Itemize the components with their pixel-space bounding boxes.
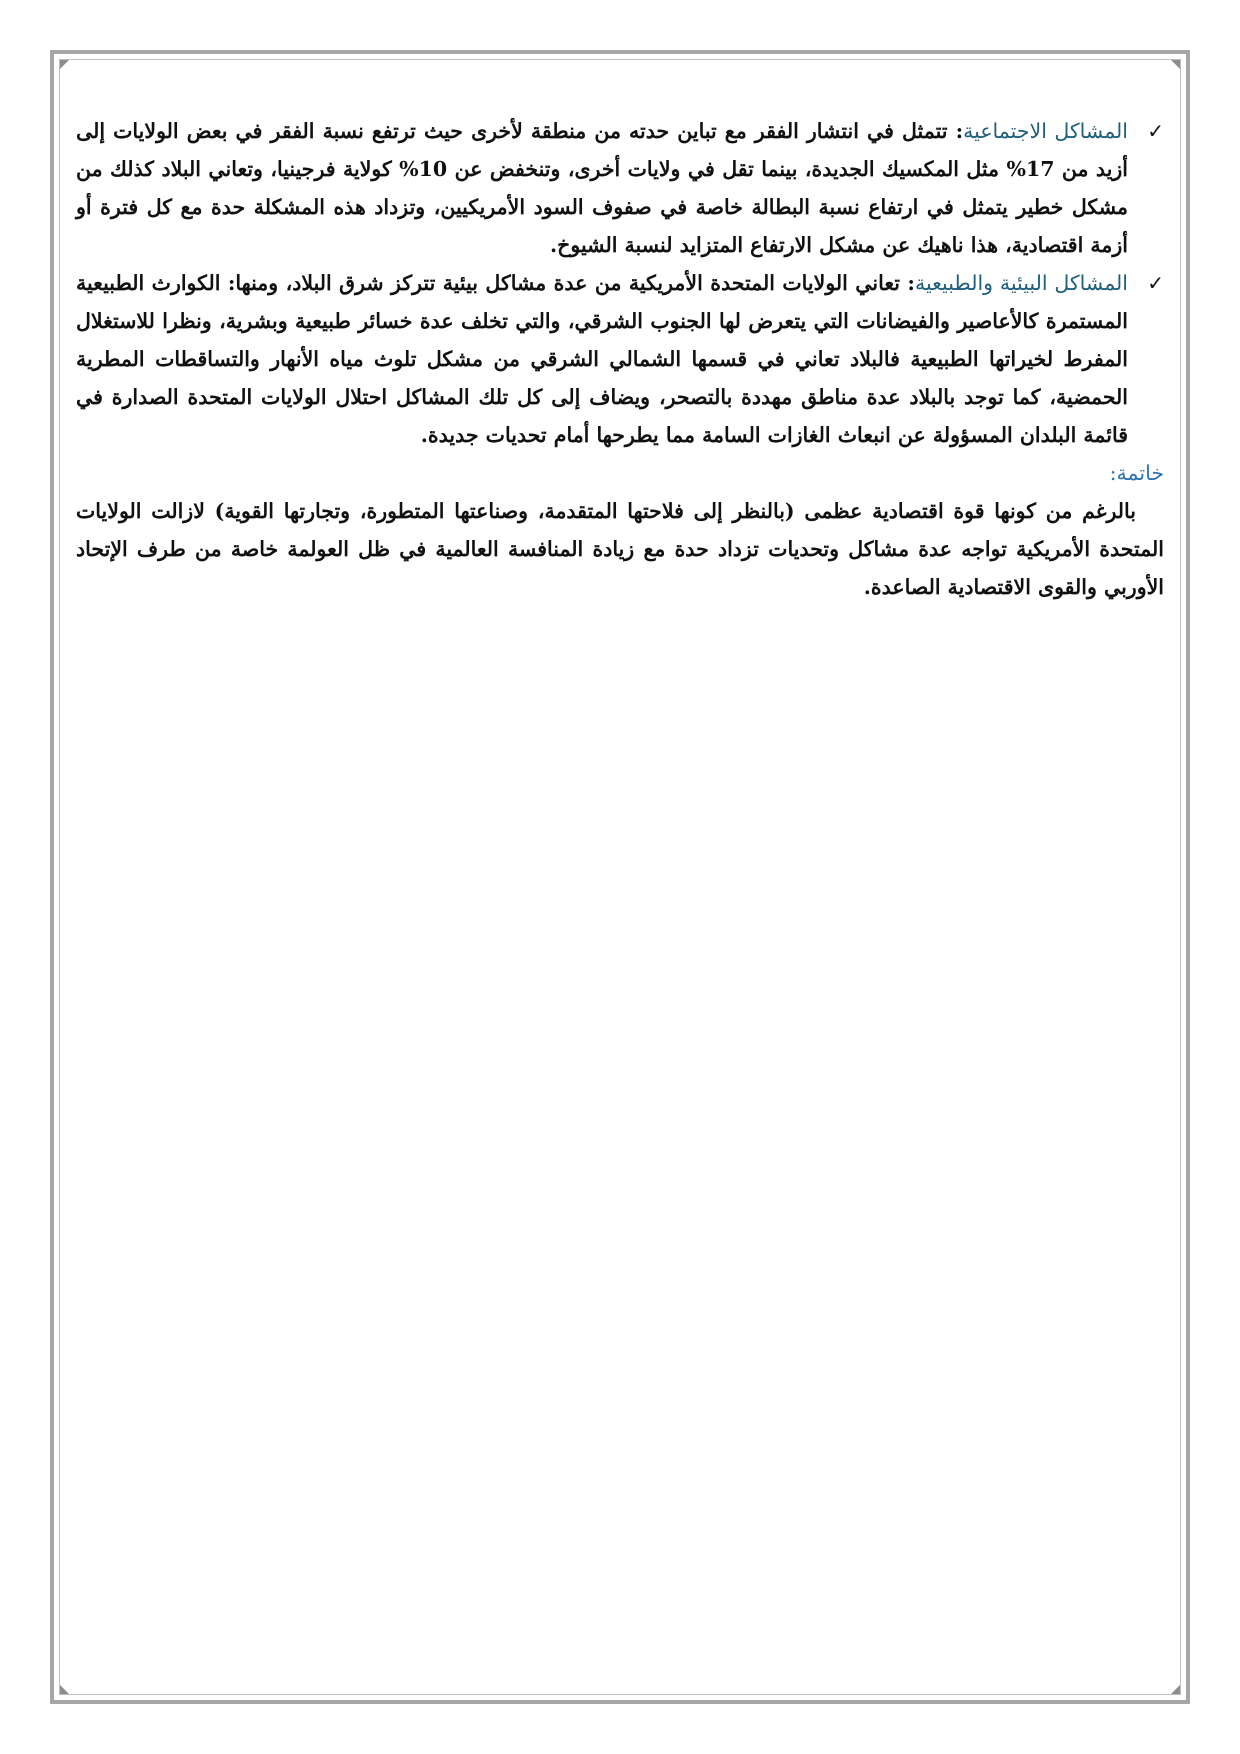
- corner-ornament-bottom-right: [1171, 1685, 1180, 1694]
- bullet-term: المشاكل البيئية والطبيعية: [914, 271, 1128, 295]
- conclusion-heading: خاتمة:: [1109, 461, 1164, 485]
- conclusion-paragraph: بالرغم من كونها قوة اقتصادية عظمى (بالنظر إلى فلاحتها المتقدمة، وصناعتها المتطورة، وتجارتها القوية) لازالت الولايات المتحدة الأمريكية تواجه عدة مشاكل وتحديات تزداد حدة مع زيادة المنافسة العالمية في ظل العولمة خاصة من طرف الإتحاد الأوربي والقوى الاقتصادية الصاعدة.: [76, 499, 1164, 599]
- document-body: [76, 112, 1164, 606]
- corner-ornament-top-right: [1171, 60, 1180, 69]
- bullet-text: : تتمثل في انتشار الفقر مع تباين حدته من منطقة لأخرى حيث ترتفع نسبة الفقر في بعض الولايات إلى أزيد من 17% مثل المكسيك الجديدة، بينما تقل في ولايات أخرى، وتنخفض عن 10% كولاية فرجينيا، وتعاني البلاد كذلك من مشكل خطير يتمثل في ارتفاع نسبة البطالة خاصة في صفوف السود الأمريكيين، وتزداد هذه المشكلة حدة مع كل فترة أو أزمة اقتصادية، هذا ناهيك عن مشكل الارتفاع المتزايد لنسبة الشيوخ.: [76, 119, 1128, 257]
- bullet-term: المشاكل الاجتماعية: [963, 119, 1128, 143]
- corner-ornament-top-left: [60, 60, 69, 69]
- corner-ornament-bottom-left: [60, 1685, 69, 1694]
- bullet-text: : تعاني الولايات المتحدة الأمريكية من عدة مشاكل بيئية تتركز شرق البلاد، ومنها: الكوارث الطبيعية المستمرة كالأعاصير والفيضانات التي يتعرض لها الجنوب الشرقي، والتي تخلف عدة خسائر طبيعية وبشرية، ونظرا للاستغلال المفرط لخيراتها الطبيعية فالبلاد تعاني في قسمها الشمالي الشرقي من مشكل تلوث مياه الأنهار والتساقطات المطرية الحمضية، كما توجد بالبلاد عدة مناطق مهددة بالتصحر، ويضاف إلى كل تلك المشاكل احتلال الولايات المتحدة الصدارة في قائمة البلدان المسؤولة عن انبعاث الغازات السامة مما يطرحها أمام تحديات جديدة.: [76, 271, 1128, 447]
- checkmark-icon: ✓: [1147, 119, 1164, 143]
- checkmark-icon: ✓: [1147, 271, 1164, 295]
- bullet-social-problems: [76, 112, 1164, 264]
- bullet-environmental-problems: [76, 264, 1164, 454]
